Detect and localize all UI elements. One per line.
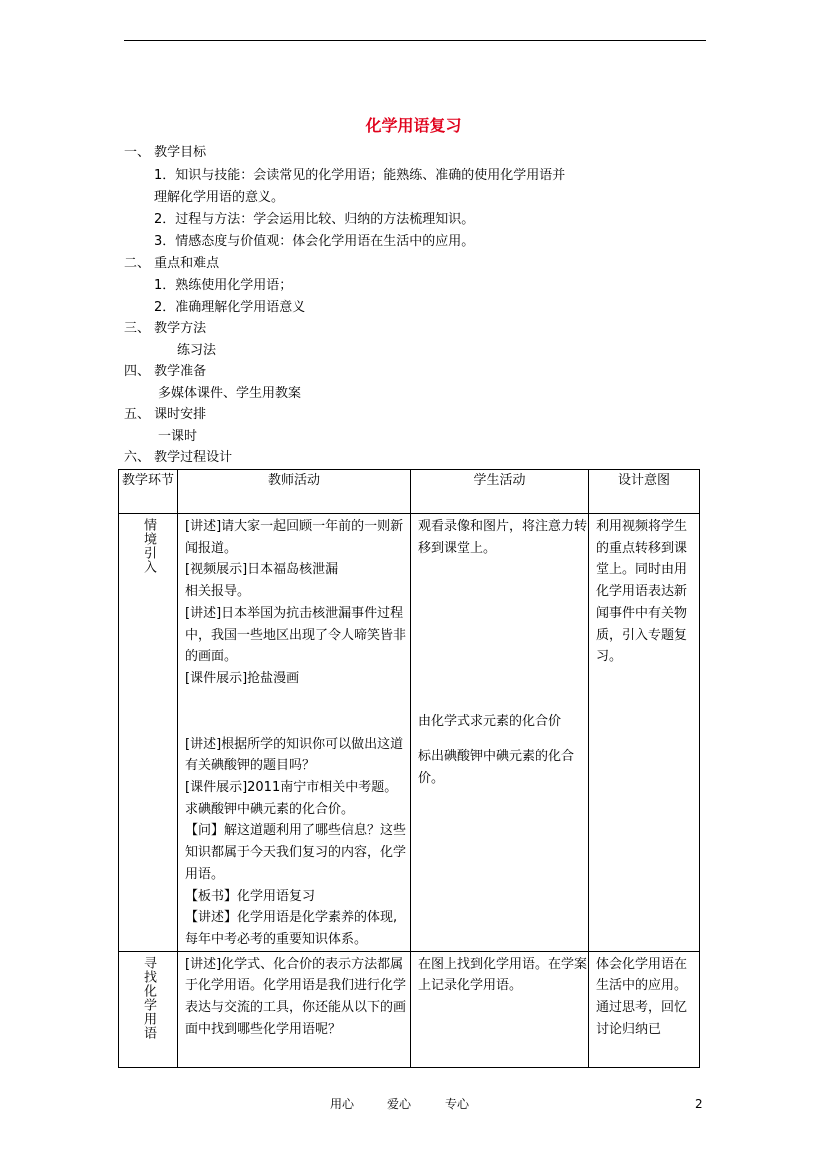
section-heading-5: 五、 课时安排 <box>124 407 207 422</box>
outline-item: 1．熟练使用化学用语； <box>154 278 293 293</box>
col-header-student: 学生活动 <box>411 470 589 514</box>
header-rule <box>124 40 706 41</box>
col-header-stage: 教学环节 <box>119 470 178 514</box>
doc-title: 化学用语复习 <box>365 116 462 135</box>
stage-label: 情境引入 <box>141 518 156 574</box>
student-cell <box>411 514 589 952</box>
footer-item: 爱心 <box>387 1097 412 1111</box>
teacher-text: [课件展示]抢盐漫画 <box>185 670 300 686</box>
intent-text: 体会化学用语在生活中的应用。 <box>596 956 688 994</box>
stage-cell <box>119 951 178 1067</box>
intent-cell <box>589 514 700 952</box>
teacher-text: [视频展示]日本福岛核泄漏 <box>185 562 339 578</box>
page-number: 2 <box>695 1097 703 1111</box>
teacher-text: 相关报导。 <box>185 584 251 600</box>
teacher-text: [课件展示]2011南宁市相关中考题。求碘酸钾中碘元素的化合价。 <box>185 780 398 817</box>
table-row <box>119 951 700 1067</box>
outline-item: 2．过程与方法：学会运用比较、归纳的方法梳理知识。 <box>154 212 475 227</box>
col-header-intent: 设计意图 <box>589 470 700 514</box>
teacher-text: 【问】解这道题利用了哪些信息？这些知识都属于今天我们复习的内容，化学用语。 <box>185 823 407 882</box>
stage-cell <box>119 514 178 952</box>
intent-text: 利用视频将学生的重点转移到课堂上。同时由用化学用语表达新闻事件中有关物质，引入专题复习。 <box>596 519 688 665</box>
outline-item: 1．知识与技能：会读常见的化学用语；能熟练、准确的使用化学用语并 <box>154 168 566 183</box>
col-header-teacher: 教师活动 <box>178 470 411 514</box>
footer-item: 用心 <box>330 1097 355 1111</box>
teacher-text: [讲述]化学式、化合价的表示方法都属于化学用语。化学用语是我们进行化学表达与交流的工具，你还能从以下的画面中找到哪些化学用语呢？ <box>185 956 407 1037</box>
section-heading-4: 四、 教学准备 <box>124 364 207 379</box>
section-heading-2: 二、 重点和难点 <box>124 256 220 271</box>
lesson-table <box>118 469 700 1068</box>
intent-text: 通过思考，回忆讨论归纳已 <box>596 1000 688 1037</box>
teacher-text: [讲述]请大家一起回顾一年前的一则新闻报道。 <box>185 519 404 556</box>
teacher-text: 【讲述】化学用语是化学素养的体现,每年中考必考的重要知识体系。 <box>185 910 398 947</box>
teacher-text: [讲述]日本举国为抗击核泄漏事件过程中，我国一些地区出现了令人啼笑皆非的画面。 <box>185 605 407 665</box>
outline-item: 理解化学用语的意义。 <box>154 190 285 205</box>
student-text: 观看录像和图片，将注意力转移到课堂上。 <box>418 519 588 556</box>
footer-item: 专心 <box>445 1097 470 1111</box>
section-heading-6: 六、 教学过程设计 <box>124 450 233 465</box>
student-cell <box>411 951 589 1067</box>
table-header-row <box>119 470 700 514</box>
outline-item: 多媒体课件、学生用教案 <box>158 386 302 401</box>
outline-item: 3．情感态度与价值观：体会化学用语在生活中的应用。 <box>154 234 475 249</box>
teacher-text: [讲述]根据所学的知识你可以做出这道有关碘酸钾的题目吗？ <box>185 736 404 774</box>
stage-label: 寻找化学用语 <box>141 955 156 1040</box>
section-heading-3: 三、 教学方法 <box>124 321 207 336</box>
outline-item: 一课时 <box>158 429 198 444</box>
section-heading-1: 一、 教学目标 <box>124 145 207 160</box>
teacher-cell <box>178 951 411 1067</box>
table-row <box>119 514 700 952</box>
student-text: 由化学式求元素的化合价 <box>418 714 562 730</box>
outline-item: 练习法 <box>177 343 217 358</box>
outline-item: 2．准确理解化学用语意义 <box>154 300 306 315</box>
student-text: 在图上找到化学用语。在学案上记录化学用语。 <box>418 956 588 994</box>
intent-cell <box>589 951 700 1067</box>
teacher-text: 【板书】化学用语复习 <box>185 888 316 904</box>
student-text: 标出碘酸钾中碘元素的化合价。 <box>418 749 575 786</box>
teacher-cell <box>178 514 411 952</box>
